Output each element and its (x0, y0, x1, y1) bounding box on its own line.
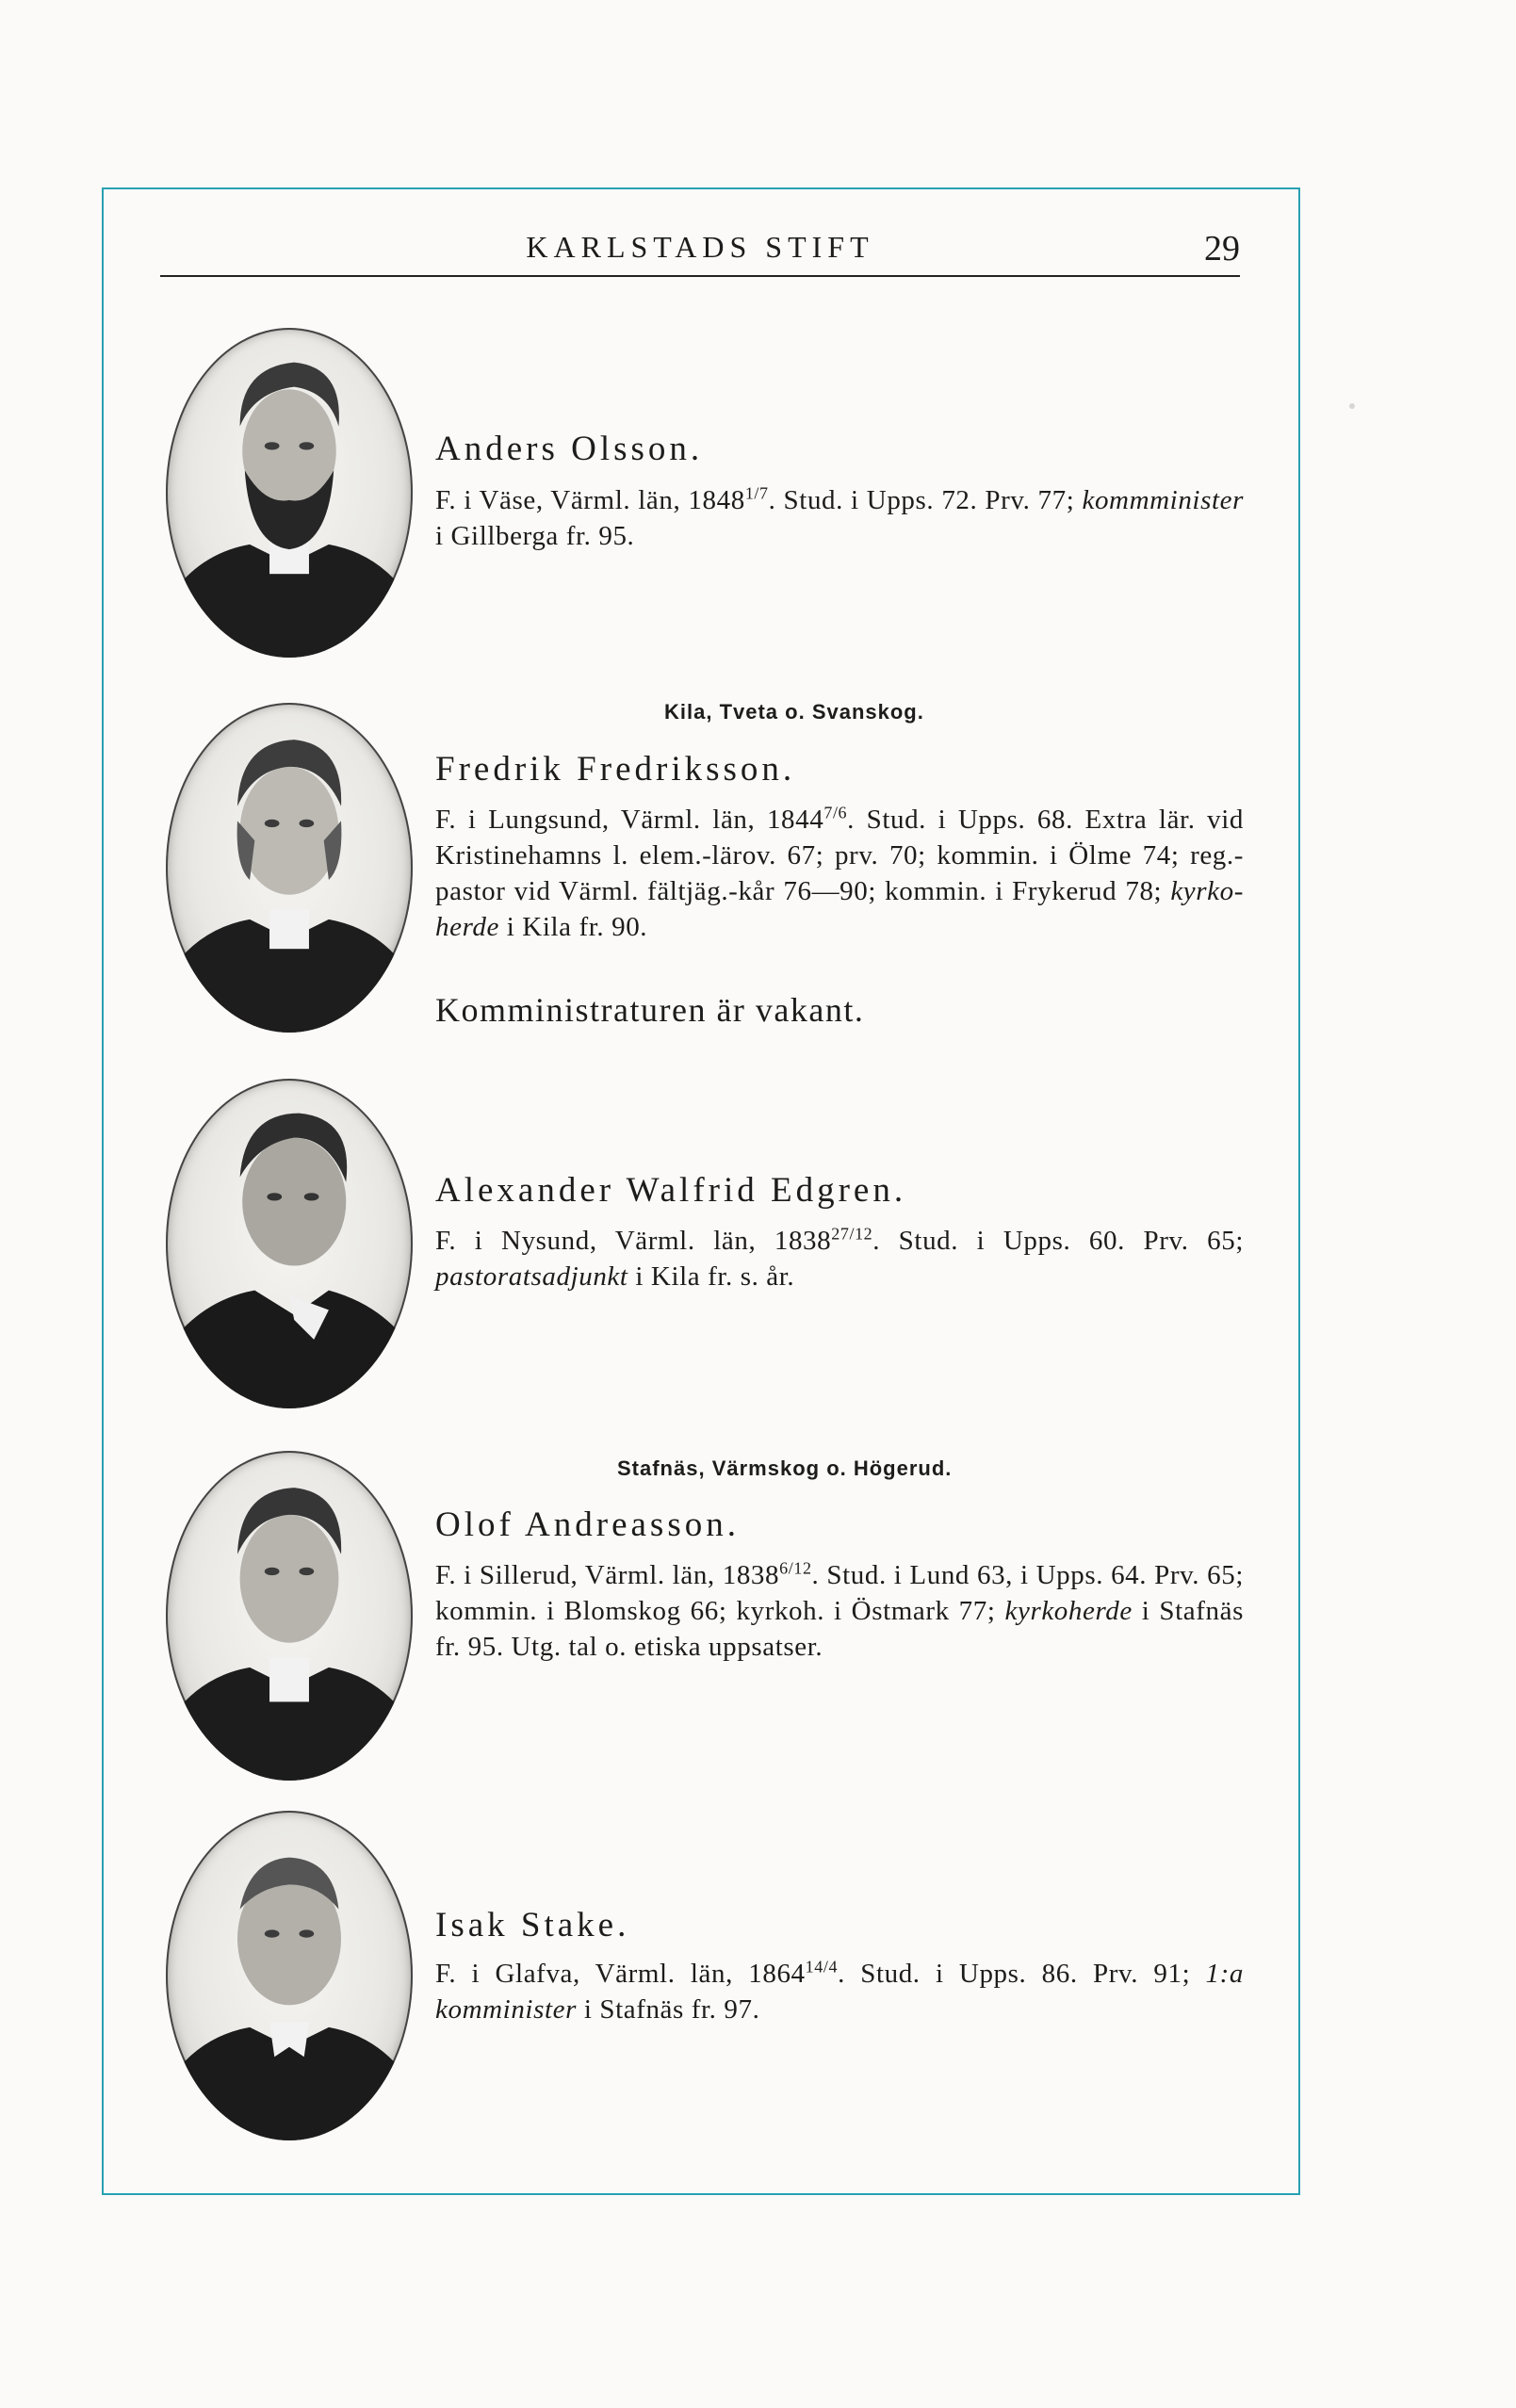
portrait-photo (166, 328, 413, 658)
person-name: Alexander Walfrid Edgren. (435, 1171, 907, 1210)
biography: F. i Lungsund, Värml. län, $1844^{7/6}$. Stud. i Upps. 68. Extra lär. vid Kristinehamns l. elem.-lärov. 67; prv. 70; kommin. i Ölme 74; reg.-pastor vid Värml. fältjäg.-kår 76—90; kommin. i Frykerud 78; kyrko-herde i Kila fr. 90. (435, 803, 1244, 942)
person-name: Anders Olsson. (435, 430, 704, 468)
running-head (160, 228, 1240, 277)
parish-heading: Stafnäs, Värmskog o. Högerud. (617, 1456, 953, 1480)
biography: F. i Väse, Värml. län, $1848^{1/7}$. Stud. i Upps. 72. Prv. 77; kommminister i Gillberga fr. 95. (435, 483, 1244, 551)
portrait-photo (166, 1079, 413, 1408)
biography: F. i Nysund, Värml. län, $1838^{27/12}$. Stud. i Upps. 60. Prv. 65; pastoratsadjunkt i Kila fr. s. år. (435, 1224, 1244, 1292)
running-title: KARLSTADS STIFT (526, 230, 874, 264)
parish-heading: Kila, Tveta o. Svanskog. (664, 700, 924, 724)
vacancy-note: Komministraturen är vakant. (435, 991, 865, 1029)
portrait-photo (166, 1451, 413, 1781)
biography: F. i Glafva, Värml. län, $1864^{14/4}$. Stud. i Upps. 86. Prv. 91; 1:a komminister i Stafnäs fr. 97. (435, 1957, 1244, 2025)
person-name: Olof Andreasson. (435, 1505, 740, 1544)
portrait-photo (166, 703, 413, 1033)
paper-speck (1349, 403, 1355, 409)
person-name: Fredrik Fredriksson. (435, 750, 796, 789)
person-name: Isak Stake. (435, 1906, 630, 1944)
biography: F. i Sillerud, Värml. län, $1838^{6/12}$. Stud. i Lund 63, i Upps. 64. Prv. 65; kommin. i Blomskog 66; kyrkoh. i Östmark 77; kyrkoherde i Stafnäs fr. 95. Utg. tal o. etiska uppsatser. (435, 1558, 1244, 1662)
page-number: 29 (1204, 229, 1240, 268)
portrait-photo (166, 1811, 413, 2140)
